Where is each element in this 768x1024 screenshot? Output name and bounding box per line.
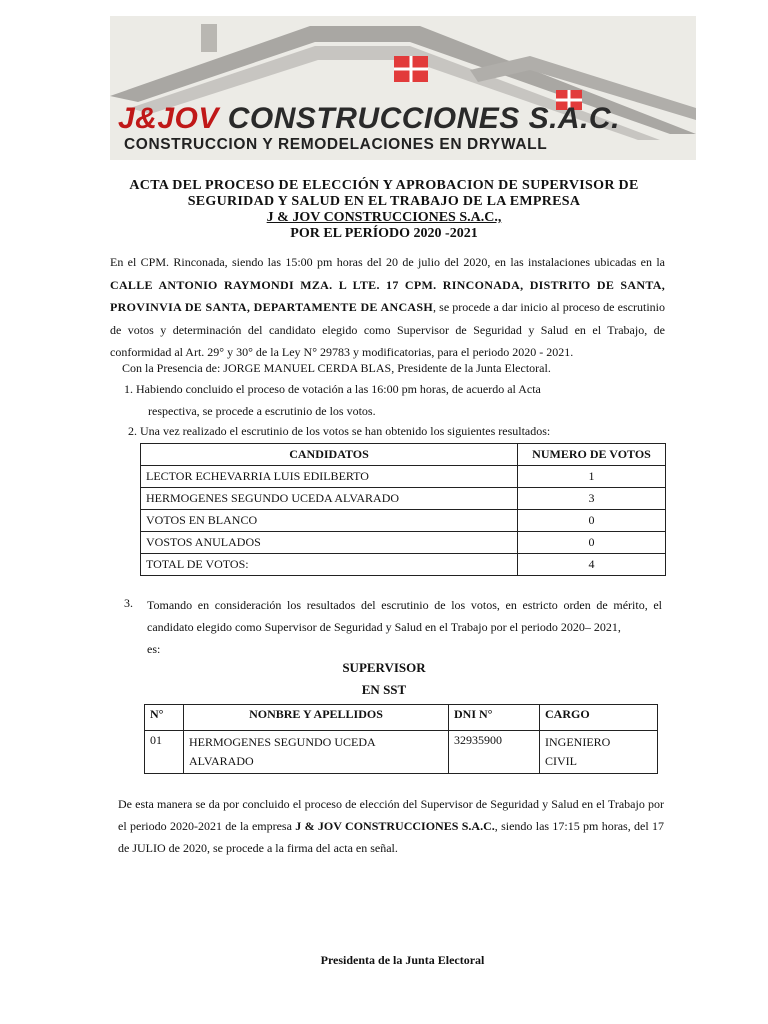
signature-label: Presidenta de la Junta Electoral xyxy=(320,953,485,967)
candidate-name: LECTOR ECHEVARRIA LUIS EDILBERTO xyxy=(141,466,518,488)
column-header-number: N° xyxy=(145,705,184,731)
column-header-candidates: CANDIDATOS xyxy=(141,444,518,466)
doc-title-line-1: ACTA DEL PROCESO DE ELECCIÓN Y APROBACION DE SUPERVISOR DE xyxy=(129,178,639,193)
intro-part-2: , se procede a dar inicio al proceso de escrutinio de votos y determinación del candidato elegido como Supervisor de Seguridad y Salud en el Trabajo, de conformidad al Art. 29° y 30° de la Ley N° 29783 y modificatorias, para el periodo 2020 - 2021. xyxy=(110,300,665,359)
brand-name xyxy=(118,102,620,136)
brand-mark: J&JOV xyxy=(118,102,219,135)
table-row xyxy=(145,731,658,774)
column-header-cargo: CARGO xyxy=(540,705,658,731)
table-header-row xyxy=(141,444,666,466)
window-icon xyxy=(394,56,428,82)
brand-company: CONSTRUCCIONES S.A.C. xyxy=(227,102,620,135)
item-1-line-2: respectiva, se procede a escrutinio de los votos. xyxy=(148,404,376,418)
doc-title-line-2: SEGURIDAD Y SALUD EN EL TRABAJO DE LA EMPRESA xyxy=(187,194,581,209)
vote-count: 0 xyxy=(518,510,666,532)
closing-paragraph xyxy=(118,793,664,859)
supervisor-name-line-1: HERMOGENES SEGUNDO UCEDA xyxy=(189,735,376,749)
supervisor-subheading: EN SST xyxy=(361,682,407,697)
item-1-line-1: 1. Habiendo concluido el proceso de votación a las 16:00 pm horas, de acuerdo al Acta xyxy=(124,382,541,396)
column-header-votes: NUMERO DE VOTOS xyxy=(518,444,666,466)
doc-title-company: J & JOV CONSTRUCCIONES S.A.C., xyxy=(266,210,502,225)
vote-count: 4 xyxy=(518,554,666,576)
presence-line: Con la Presencia de: JORGE MANUEL CERDA BLAS, Presidente de la Junta Electoral. xyxy=(122,361,551,375)
doc-title-period: POR EL PERÍODO 2020 -2021 xyxy=(290,226,478,241)
intro-address: CALLE ANTONIO RAYMONDI MZA. L LTE. 17 CPM. RINCONADA, DISTRITO DE SANTA, PROVINVIA DE SANTA, DEPARTAMENTE DE ANCASH xyxy=(110,277,665,314)
votes-table xyxy=(140,443,666,576)
table-row xyxy=(141,488,666,510)
vote-count: 1 xyxy=(518,466,666,488)
intro-part-1: En el CPM. Rinconada, siendo las 15:00 pm horas del 20 de julio del 2020, en las instalaciones ubicadas en la xyxy=(110,255,665,269)
table-row xyxy=(141,466,666,488)
item-3-number: 3. xyxy=(124,596,133,610)
closing-part-1: De esta manera se da por concluido el proceso de elección del Supervisor de Seguridad y Salud en el Trabajo por el periodo 2020-2021 de la empresa xyxy=(118,797,664,833)
column-header-dni: DNI N° xyxy=(449,705,540,731)
candidate-name: HERMOGENES SEGUNDO UCEDA ALVARADO xyxy=(141,488,518,510)
column-header-name: NONBRE Y APELLIDOS xyxy=(184,705,449,731)
item-3-text xyxy=(147,594,662,660)
item-2-line: 2. Una vez realizado el escrutinio de los votos se han obtenido los siguientes resultados: xyxy=(128,424,551,438)
item-3-es: es: xyxy=(147,642,161,656)
vote-count: 0 xyxy=(518,532,666,554)
supervisor-heading: SUPERVISOR xyxy=(342,660,426,675)
supervisor-name xyxy=(184,731,449,774)
vote-count: 3 xyxy=(518,488,666,510)
supervisor-dni: 32935900 xyxy=(449,731,540,774)
brand-tagline: CONSTRUCCION Y REMODELACIONES EN DRYWALL xyxy=(124,136,548,153)
closing-company: J & JOV CONSTRUCCIONES S.A.C. xyxy=(295,819,495,833)
supervisor-cargo xyxy=(540,731,658,774)
table-row xyxy=(141,532,666,554)
table-row xyxy=(141,554,666,576)
intro-paragraph xyxy=(110,251,665,364)
candidate-name: TOTAL DE VOTOS: xyxy=(141,554,518,576)
table-row xyxy=(141,510,666,532)
table-header-row xyxy=(145,705,658,731)
candidate-name: VOTOS EN BLANCO xyxy=(141,510,518,532)
supervisor-name-line-2: ALVARADO xyxy=(189,754,254,768)
item-3-body: Tomando en consideración los resultados del escrutinio de los votos, en estricto orden de mérito, el candidato elegido como Supervisor de Seguridad y Salud en el Trabajo por el periodo 2020– 2021, xyxy=(147,598,662,634)
company-logo xyxy=(110,16,696,160)
closing-part-2: , siendo las 17:15 pm horas, del 17 de JULIO de 2020, se procede a la firma del acta en señal. xyxy=(118,819,665,855)
row-number: 01 xyxy=(145,731,184,774)
supervisor-cargo-line-2: CIVIL xyxy=(545,754,577,768)
supervisor-cargo-line-1: INGENIERO xyxy=(545,735,611,749)
supervisor-table xyxy=(144,704,658,774)
candidate-name: VOSTOS ANULADOS xyxy=(141,532,518,554)
